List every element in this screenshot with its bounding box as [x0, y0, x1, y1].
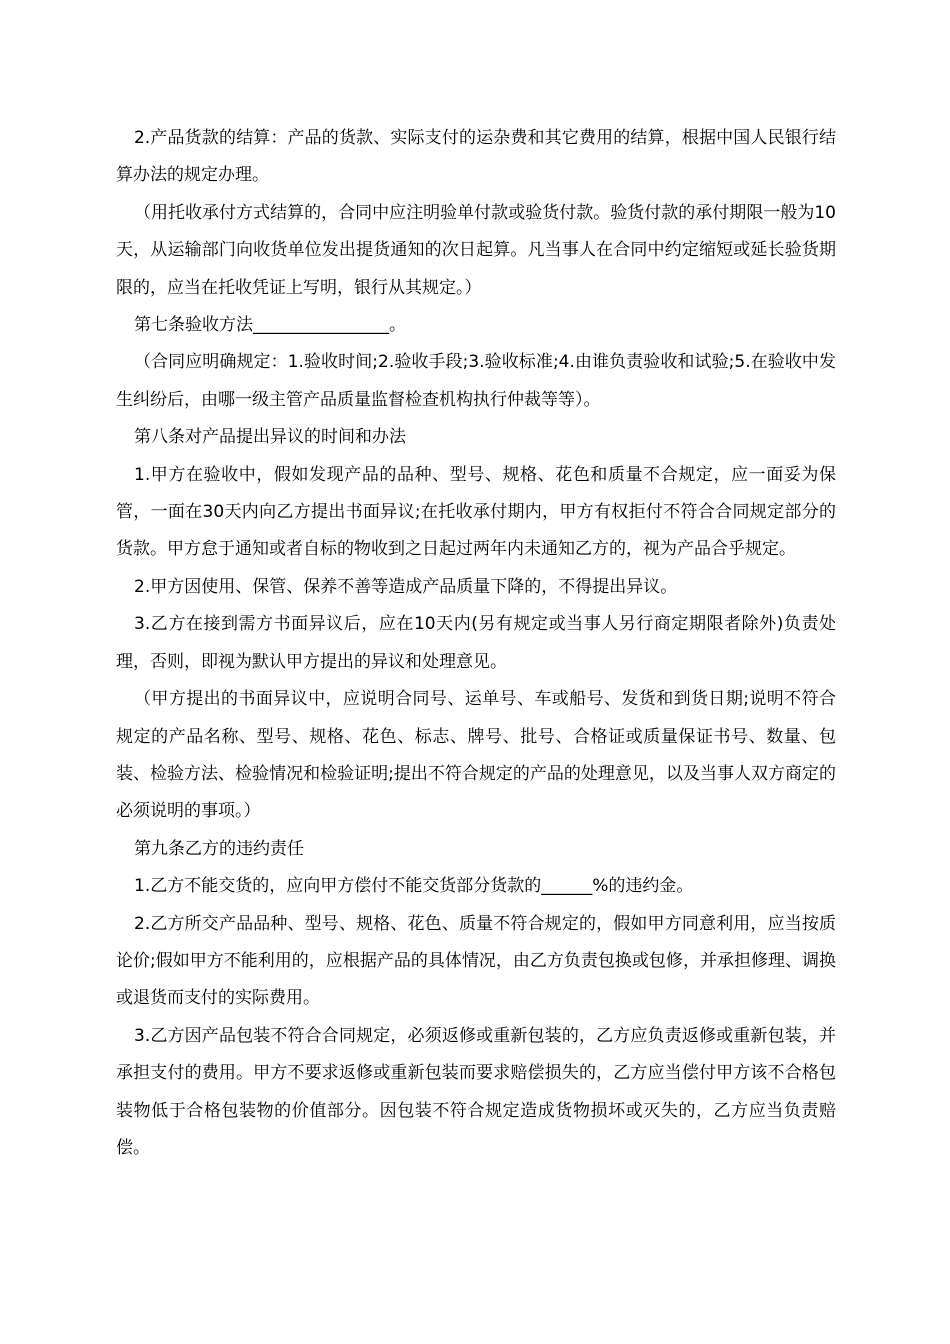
paragraph-liability-1: 1.乙方不能交货的，应向甲方偿付不能交货部分货款的______%的违约金。 [134, 876, 694, 897]
paragraph-article-8: 第八条对产品提出异议的时间和办法 [134, 427, 406, 448]
paragraph-collection-note: （用托收承付方式结算的，合同中应注明验单付款或验货付款。验货付款的承付期限一般为10天，从运输部门向收货单位发出提货通知的次日起算。凡当事人在合同中约定缩短或延长验货期限的，应当在托收凭证上写明，银行从其规定。） [116, 202, 836, 298]
paragraph-article-7: 第七条验收方法________________。 [134, 315, 406, 336]
paragraph-article-9: 第九条乙方的违约责任 [134, 838, 304, 859]
document-body [116, 120, 836, 1167]
paragraph-liability-3: 3.乙方因产品包装不符合合同规定，必须返修或重新包装的，乙方应负责返修或重新包装，并承担支付的费用。甲方不要求返修或重新包装而要求赔偿损失的，乙方应当偿付甲方该不合格包装物低于合格包装物的价值部分。因包装不符合规定造成货物损坏或灭失的，乙方应当负责赔偿。 [116, 1025, 836, 1158]
paragraph-objection-note: （甲方提出的书面异议中，应说明合同号、运单号、车或船号、发货和到货日期;说明不符合规定的产品名称、型号、规格、花色、标志、牌号、批号、合格证或质量保证书号、数量、包装、检验方法、检验情况和检验证明;提出不符合规定的产品的处理意见，以及当事人双方商定的必须说明的事项。） [116, 689, 836, 822]
paragraph-liability-2: 2.乙方所交产品品种、型号、规格、花色、质量不符合规定的，假如甲方同意利用，应当按质论价;假如甲方不能利用的，应根据产品的具体情况，由乙方负责包换或包修，并承担修理、调换或退货而支付的实际费用。 [116, 913, 836, 1009]
paragraph-acceptance-note: （合同应明确规定：1.验收时间;2.验收手段;3.验收标准;4.由谁负责验收和试验;5.在验收中发生纠纷后，由哪一级主管产品质量监督检查机构执行仲裁等等）。 [116, 352, 836, 410]
paragraph-objection-2: 2.甲方因使用、保管、保养不善等造成产品质量下降的，不得提出异议。 [134, 576, 678, 597]
paragraph-objection-1: 1.甲方在验收中，假如发现产品的品种、型号、规格、花色和质量不合规定，应一面妥为保管，一面在30天内向乙方提出书面异议;在托收承付期内，甲方有权拒付不符合合同规定部分的货款。甲方怠于通知或者自标的物收到之日起过两年内未通知乙方的，视为产品合乎规定。 [116, 464, 836, 560]
paragraph-objection-3: 3.乙方在接到需方书面异议后，应在10天内(另有规定或当事人另行商定期限者除外)负责处理，否则，即视为默认甲方提出的异议和处理意见。 [116, 614, 836, 672]
paragraph-payment-settlement: 2.产品货款的结算：产品的货款、实际支付的运杂费和其它费用的结算，根据中国人民银行结算办法的规定办理。 [116, 128, 836, 186]
